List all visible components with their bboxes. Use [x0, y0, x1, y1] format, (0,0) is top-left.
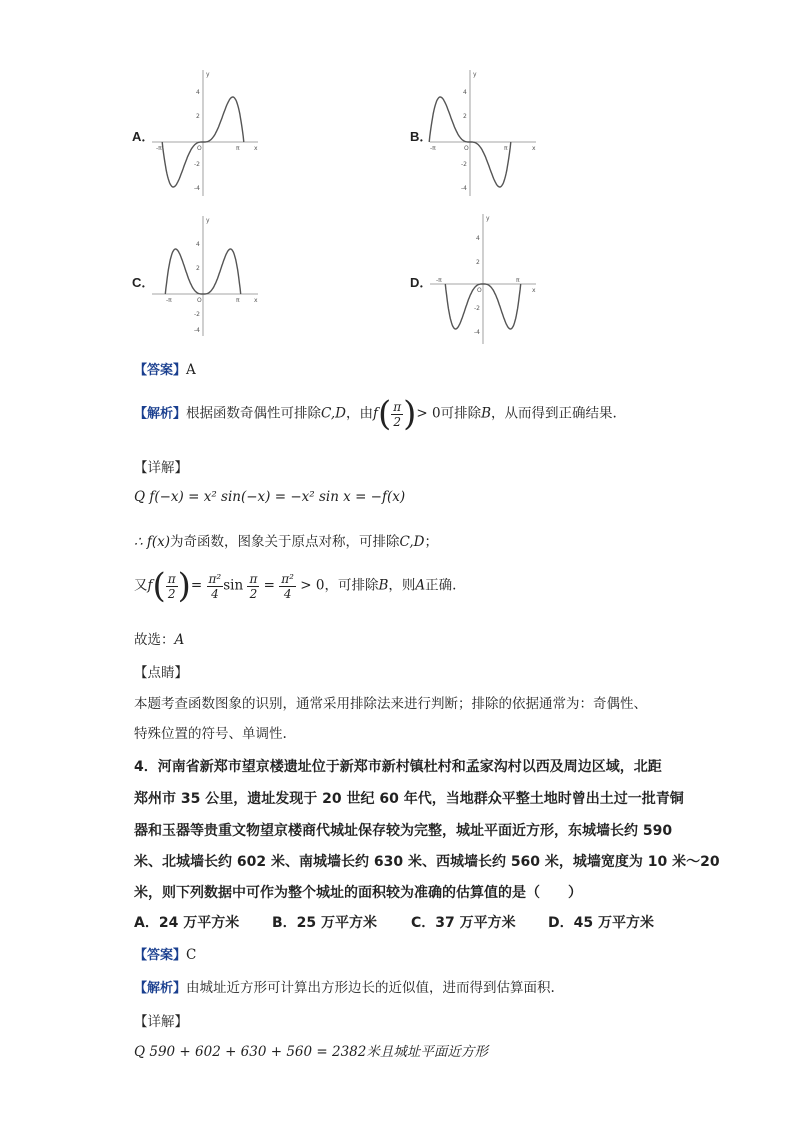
q3-analysis: 【解析】根据函数奇偶性可排除C,D，由f( $\frac{\pi}{2}$ )> 0可排除B，从而得到正确结果.: [134, 394, 617, 434]
tick-2: 2: [196, 265, 200, 272]
fraction-pi-over-2: $\frac{\pi}{2}$: [393, 399, 402, 429]
q3-point-text-1: 本题考查函数图象的识别，通常采用排除法来进行判断；排除的依据通常为：奇偶性、: [134, 696, 647, 712]
tick-2: 2: [196, 113, 200, 120]
tick-4: 4: [463, 89, 467, 96]
q4-option-c: C．37 万平方米: [411, 915, 516, 931]
q3-point-tag: 【点睛】: [134, 665, 188, 681]
analysis-b: B: [481, 405, 492, 422]
tick-4: 4: [196, 89, 200, 96]
option-d-label: D．: [410, 275, 433, 290]
q3-detail-line-1: Q f(−x) = x² sin(−x) = −x² sin x = −f(x): [134, 489, 406, 505]
graph-option-b: [428, 66, 538, 198]
q3-detail-line-2: ∴ f(x)为奇函数，图象关于原点对称，可排除C,D；: [134, 534, 438, 550]
graph-option-c: [150, 212, 260, 338]
q4-stem-1: 4．河南省新郑市望京楼遗址位于新郑市新村镇杜村和孟家沟村以西及周边区域，北距: [134, 759, 662, 775]
tick-n4: -4: [461, 185, 467, 192]
x-label: x: [254, 145, 258, 152]
tick-n4: -4: [194, 327, 200, 334]
tick-n4: -4: [194, 185, 200, 192]
tick-4: 4: [196, 241, 200, 248]
tick-neg-pi: -π: [430, 145, 436, 152]
q3-detail-tag: 【详解】: [134, 460, 188, 476]
x-label: x: [532, 145, 536, 152]
q4-option-b: B．25 万平方米: [272, 915, 378, 931]
origin-label: O: [477, 287, 482, 294]
q3-point-text-2: 特殊位置的符号、单调性.: [134, 726, 287, 742]
y-label: y: [206, 71, 210, 78]
q4-stem-2: 郑州市 35 公里，遗址发现于 20 世纪 60 年代，当地群众平整土地时曾出土过一批青铜: [134, 791, 684, 807]
analysis-text-2: ，由: [345, 405, 373, 422]
q4-detail-line-1: Q 590 + 602 + 630 + 560 = 2382米且城址平面近方形: [134, 1044, 488, 1060]
analysis-text-3: 可排除: [440, 405, 482, 422]
q3-answer: [134, 359, 196, 378]
answer-value: A: [186, 362, 196, 378]
x-label: x: [532, 287, 536, 294]
tick-pos-pi: π: [236, 145, 240, 152]
analysis-cd: C,D: [321, 405, 346, 422]
tick-neg-pi: -π: [436, 277, 442, 284]
analysis-tag: 【解析】: [134, 406, 187, 422]
tick-2: 2: [476, 259, 480, 266]
q4-stem-3: 器和玉器等贵重文物望京楼商代城址保存较为完整，城址平面近方形，东城墙长约 590: [134, 823, 673, 839]
option-b-label: B．: [410, 129, 433, 144]
option-a-label: A．: [132, 129, 155, 144]
graph-option-d: [428, 210, 538, 346]
option-c-label: C．: [132, 275, 155, 290]
graph-option-a: [150, 66, 260, 198]
tick-pos-pi: π: [236, 297, 240, 304]
q4-detail-tag: 【详解】: [134, 1014, 188, 1030]
analysis-f: f: [372, 405, 378, 422]
q4-analysis: 【解析】由城址近方形可计算出方形边长的近似值，进而得到估算面积.: [134, 980, 555, 996]
tick-2: 2: [463, 113, 467, 120]
x-label: x: [254, 297, 258, 304]
analysis-text-4: ，从而得到正确结果.: [491, 405, 617, 422]
q4-option-d: D．45 万平方米: [548, 915, 654, 931]
tick-n2: -2: [461, 161, 467, 168]
tick-pos-pi: π: [516, 277, 520, 284]
q4-option-a: A．24 万平方米: [134, 915, 240, 931]
tick-n2: -2: [194, 311, 200, 318]
origin-label: O: [197, 145, 202, 152]
q3-detail-line-3: 又f( $\frac{\pi}{2}$ )= $\frac{\text{π²}}{4}$ sin $\frac{\pi}{2}$ = $\frac{\text{π²}}{4}$ > 0，可排除B，则A正确.: [134, 566, 457, 606]
tick-n2: -2: [194, 161, 200, 168]
analysis-gt: > 0: [416, 405, 441, 422]
y-label: y: [473, 71, 477, 78]
y-label: y: [486, 215, 490, 222]
analysis-text-1: 根据函数奇偶性可排除: [186, 405, 322, 422]
q4-stem-5: 米，则下列数据中可作为整个城址的面积较为准确的估算值的是（ ）: [134, 885, 582, 901]
origin-label: O: [197, 297, 202, 304]
tick-neg-pi: -π: [156, 145, 162, 152]
tick-4: 4: [476, 235, 480, 242]
q3-choose: 故选：A: [134, 632, 185, 648]
q4-stem-4: 米、北城墙长约 602 米、南城墙长约 630 米、西城墙长约 560 米，城墙宽度为 10 米～20: [134, 854, 720, 870]
answer-tag: 【答案】: [134, 363, 187, 378]
tick-n2: -2: [474, 305, 480, 312]
origin-label: O: [464, 145, 469, 152]
tick-n4: -4: [474, 329, 480, 336]
y-label: y: [206, 217, 210, 224]
tick-neg-pi: -π: [166, 297, 172, 304]
q4-answer: 【答案】C: [134, 947, 197, 963]
tick-pos-pi: π: [504, 145, 508, 152]
